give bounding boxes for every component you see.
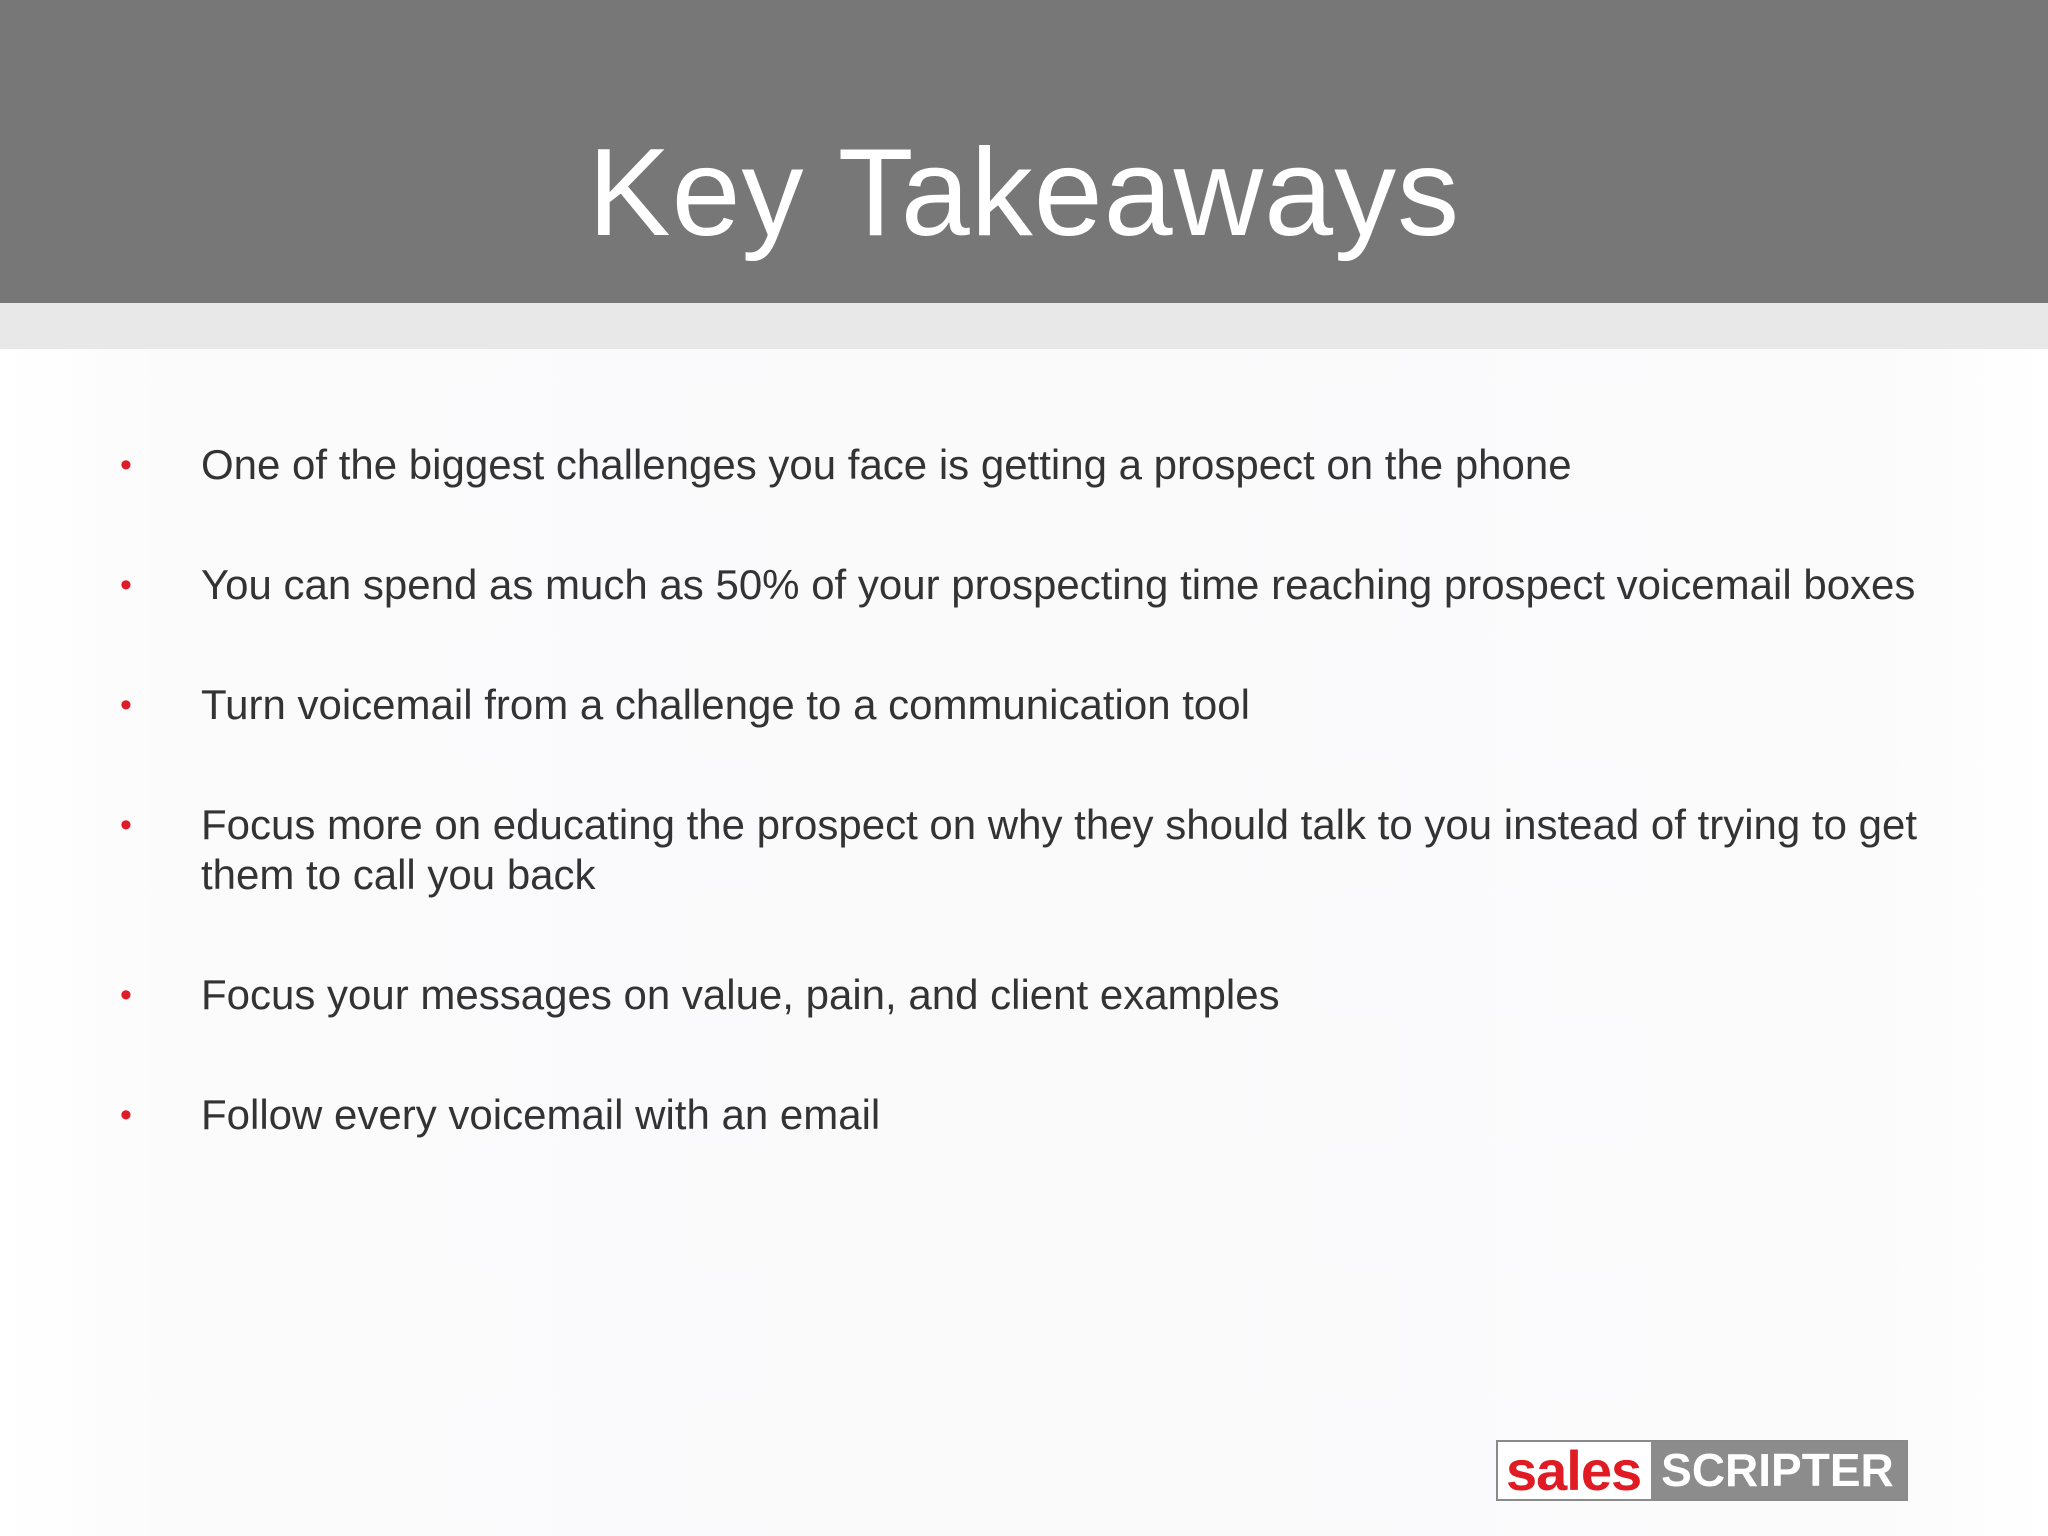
- bullet-list: [120, 440, 1950, 1210]
- bullet-text: You can spend as much as 50% of your prospecting time reaching prospect voicemail boxes: [201, 561, 1916, 608]
- logo-sales-text: sales: [1498, 1442, 1651, 1499]
- bullet-text: Turn voicemail from a challenge to a communication tool: [201, 681, 1250, 728]
- bullet-text: Focus more on educating the prospect on why they should talk to you instead of trying to get them to call you back: [201, 801, 1918, 898]
- slide-title: Key Takeaways: [587, 124, 1461, 262]
- bullet-item: [120, 560, 1950, 610]
- bullet-item: [120, 970, 1950, 1020]
- bullet-dot-icon: •: [120, 566, 132, 604]
- bullet-text: Focus your messages on value, pain, and client examples: [201, 971, 1280, 1018]
- bullet-item: [120, 680, 1950, 730]
- bullet-item: [120, 1090, 1950, 1140]
- logo-scripter-text: SCRIPTER: [1651, 1442, 1906, 1499]
- bullet-item: [120, 800, 1950, 900]
- bullet-item: [120, 440, 1950, 490]
- bullet-dot-icon: •: [120, 976, 132, 1014]
- bullet-text: Follow every voicemail with an email: [201, 1091, 881, 1138]
- bullet-dot-icon: •: [120, 806, 132, 844]
- bullet-dot-icon: •: [120, 1096, 132, 1134]
- bullet-dot-icon: •: [120, 686, 132, 724]
- title-banner-stripe: [0, 303, 2048, 349]
- bullet-text: One of the biggest challenges you face is getting a prospect on the phone: [201, 441, 1572, 488]
- salesscripter-logo: [1496, 1440, 1908, 1501]
- bullet-dot-icon: •: [120, 446, 132, 484]
